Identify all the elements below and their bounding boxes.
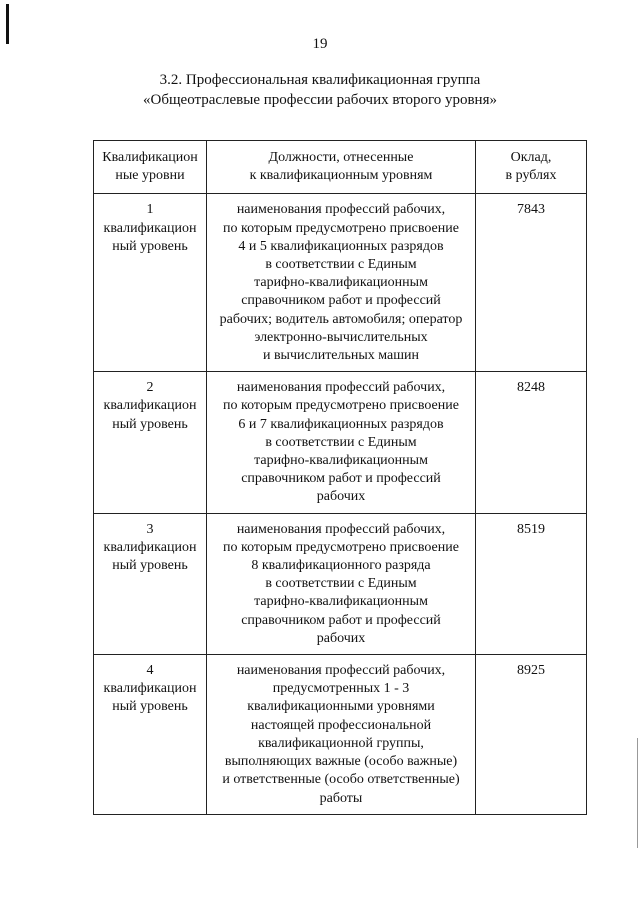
level-cell-line: квалификацион xyxy=(103,398,197,414)
table-row xyxy=(94,655,587,815)
table-row xyxy=(94,513,587,654)
salary-cell-value: 7843 xyxy=(517,202,545,218)
table-header-row xyxy=(94,141,587,194)
level-cell xyxy=(94,372,207,513)
positions-cell xyxy=(207,194,476,372)
level-cell-line: ный уровень xyxy=(112,699,188,715)
positions-cell-line: тарифно-квалификационным xyxy=(254,594,428,610)
positions-cell xyxy=(207,513,476,654)
positions-cell-line: в соответствии с Единым xyxy=(265,576,417,592)
salary-cell-value: 8248 xyxy=(517,380,545,396)
page-number: 19 xyxy=(312,36,328,52)
level-cell-line: 3 xyxy=(146,521,154,537)
positions-cell-line: наименования профессий рабочих, xyxy=(236,380,446,396)
positions-cell-line: рабочих xyxy=(316,630,366,646)
table-row xyxy=(94,372,587,513)
positions-cell-line: по которым предусмотрено присвоение xyxy=(223,539,459,555)
header-levels xyxy=(94,141,207,194)
positions-cell-line: настоящей профессиональной xyxy=(250,717,432,733)
positions-cell-line: электронно-вычислительных xyxy=(254,329,428,345)
level-cell-line: квалификацион xyxy=(103,539,197,555)
salary-cell xyxy=(476,513,587,654)
positions-cell-line: наименования профессий рабочих, xyxy=(236,663,446,679)
positions-cell-line: и ответственные (особо ответственные) xyxy=(222,772,460,788)
positions-cell-line: рабочих; водитель автомобиля; оператор xyxy=(219,311,463,327)
positions-cell-line: предусмотренных 1 - 3 xyxy=(272,681,410,697)
positions-cell-line: выполняющих важные (особо важные) xyxy=(224,754,458,770)
scan-edge-line xyxy=(637,738,638,848)
section-heading xyxy=(0,70,640,110)
positions-cell-line: квалификационными уровнями xyxy=(247,699,435,715)
positions-cell xyxy=(207,372,476,513)
level-cell xyxy=(94,513,207,654)
positions-cell-line: наименования профессий рабочих, xyxy=(236,202,446,218)
positions-cell-line: работы xyxy=(319,790,363,806)
level-cell-line: ный уровень xyxy=(112,416,188,432)
positions-cell-line: и вычислительных машин xyxy=(262,348,420,364)
header-salary-line: в рублях xyxy=(505,168,557,184)
salary-cell-value: 8519 xyxy=(517,521,545,537)
positions-cell-line: 4 и 5 квалификационных разрядов xyxy=(238,238,444,254)
header-salary xyxy=(476,141,587,194)
salary-cell-value: 8925 xyxy=(517,663,545,679)
header-positions xyxy=(207,141,476,194)
positions-cell-line: тарифно-квалификационным xyxy=(254,453,428,469)
positions-cell-line: в соответствии с Единым xyxy=(265,257,417,273)
level-cell-line: ный уровень xyxy=(112,238,188,254)
positions-cell-line: 8 квалификационного разряда xyxy=(251,558,431,574)
positions-cell-line: справочником работ и профессий xyxy=(241,612,441,628)
level-cell xyxy=(94,655,207,815)
table-row xyxy=(94,194,587,372)
heading-line-2: «Общеотраслевые профессии рабочих второго уровня» xyxy=(143,92,497,108)
level-cell-line: 4 xyxy=(146,663,154,679)
positions-cell-line: в соответствии с Единым xyxy=(265,434,417,450)
positions-cell xyxy=(207,655,476,815)
header-salary-line: Оклад, xyxy=(510,150,552,165)
positions-cell-line: рабочих xyxy=(316,489,366,505)
positions-cell-line: по которым предусмотрено присвоение xyxy=(223,398,459,414)
level-cell-line: 1 xyxy=(146,202,154,218)
header-levels-line: ные уровни xyxy=(115,168,185,184)
positions-cell-line: справочником работ и профессий xyxy=(241,293,441,309)
positions-cell-line: наименования профессий рабочих, xyxy=(236,521,446,537)
header-levels-line: Квалификацион xyxy=(102,150,198,165)
salary-cell xyxy=(476,372,587,513)
header-positions-line: Должности, отнесенные xyxy=(268,150,414,165)
qualification-table xyxy=(93,140,587,815)
heading-line-1: 3.2. Профессиональная квалификационная группа xyxy=(159,72,481,88)
level-cell-line: ный уровень xyxy=(112,558,188,574)
header-positions-line: к квалификационным уровням xyxy=(249,168,433,184)
level-cell-line: 2 xyxy=(146,380,154,396)
positions-cell-line: тарифно-квалификационным xyxy=(254,275,428,291)
salary-cell xyxy=(476,655,587,815)
level-cell-line: квалификацион xyxy=(103,681,197,697)
positions-cell-line: по которым предусмотрено присвоение xyxy=(223,220,459,236)
level-cell xyxy=(94,194,207,372)
salary-cell xyxy=(476,194,587,372)
positions-cell-line: справочником работ и профессий xyxy=(241,471,441,487)
positions-cell-line: 6 и 7 квалификационных разрядов xyxy=(238,416,444,432)
level-cell-line: квалификацион xyxy=(103,220,197,236)
positions-cell-line: квалификационной группы, xyxy=(258,735,424,751)
